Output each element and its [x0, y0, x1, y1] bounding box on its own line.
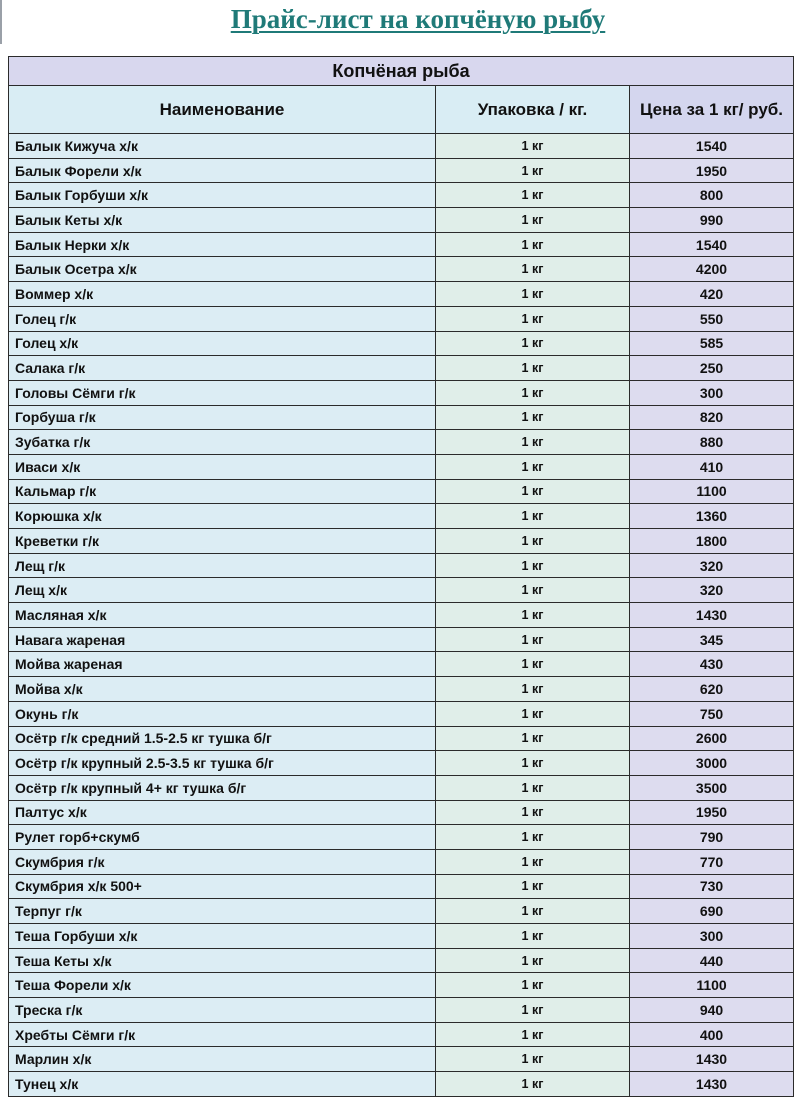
product-name-cell: Горбуша г/к	[9, 405, 436, 430]
package-cell: 1 кг	[436, 800, 630, 825]
price-cell: 4200	[630, 257, 794, 282]
package-cell: 1 кг	[436, 158, 630, 183]
product-name-cell: Хребты Сёмги г/к	[9, 1022, 436, 1047]
section-header-row	[9, 57, 794, 86]
price-cell: 1100	[630, 479, 794, 504]
product-name-cell: Лещ г/к	[9, 553, 436, 578]
price-cell: 400	[630, 1022, 794, 1047]
table-row	[9, 899, 794, 924]
section-title: Копчёная рыба	[9, 57, 794, 86]
column-header-price: Цена за 1 кг/ руб.	[630, 86, 794, 134]
product-name-cell: Тунец х/к	[9, 1072, 436, 1097]
package-cell: 1 кг	[436, 825, 630, 850]
product-name-cell: Навага жареная	[9, 627, 436, 652]
price-cell: 1100	[630, 973, 794, 998]
table-row	[9, 578, 794, 603]
package-cell: 1 кг	[436, 849, 630, 874]
table-row	[9, 208, 794, 233]
table-row	[9, 257, 794, 282]
price-cell: 1430	[630, 603, 794, 628]
price-cell: 800	[630, 183, 794, 208]
package-cell: 1 кг	[436, 405, 630, 430]
product-name-cell: Голец г/к	[9, 306, 436, 331]
package-cell: 1 кг	[436, 430, 630, 455]
table-row	[9, 973, 794, 998]
package-cell: 1 кг	[436, 282, 630, 307]
table-row	[9, 356, 794, 381]
package-cell: 1 кг	[436, 232, 630, 257]
table-row	[9, 1047, 794, 1072]
package-cell: 1 кг	[436, 603, 630, 628]
package-cell: 1 кг	[436, 775, 630, 800]
package-cell: 1 кг	[436, 726, 630, 751]
product-name-cell: Мойва жареная	[9, 652, 436, 677]
table-row	[9, 1022, 794, 1047]
package-cell: 1 кг	[436, 134, 630, 159]
price-cell: 1360	[630, 504, 794, 529]
price-cell: 300	[630, 380, 794, 405]
price-cell: 410	[630, 454, 794, 479]
price-cell: 880	[630, 430, 794, 455]
table-row	[9, 331, 794, 356]
package-cell: 1 кг	[436, 257, 630, 282]
package-cell: 1 кг	[436, 751, 630, 776]
product-name-cell: Балык Горбуши х/к	[9, 183, 436, 208]
package-cell: 1 кг	[436, 874, 630, 899]
table-row	[9, 405, 794, 430]
price-cell: 3000	[630, 751, 794, 776]
table-row	[9, 800, 794, 825]
price-table	[8, 56, 794, 1097]
price-cell: 790	[630, 825, 794, 850]
product-name-cell: Балык Осетра х/к	[9, 257, 436, 282]
package-cell: 1 кг	[436, 306, 630, 331]
table-row	[9, 924, 794, 949]
product-name-cell: Лещ х/к	[9, 578, 436, 603]
table-row	[9, 134, 794, 159]
price-cell: 550	[630, 306, 794, 331]
product-name-cell: Балык Нерки х/к	[9, 232, 436, 257]
product-name-cell: Теша Форели х/к	[9, 973, 436, 998]
package-cell: 1 кг	[436, 1022, 630, 1047]
table-row	[9, 825, 794, 850]
table-row	[9, 701, 794, 726]
price-cell: 345	[630, 627, 794, 652]
table-row	[9, 627, 794, 652]
price-cell: 820	[630, 405, 794, 430]
column-header-pack: Упаковка / кг.	[436, 86, 630, 134]
price-table-body	[9, 134, 794, 1097]
package-cell: 1 кг	[436, 479, 630, 504]
product-name-cell: Теша Кеты х/к	[9, 948, 436, 973]
package-cell: 1 кг	[436, 380, 630, 405]
table-row	[9, 529, 794, 554]
price-cell: 730	[630, 874, 794, 899]
package-cell: 1 кг	[436, 553, 630, 578]
table-row	[9, 751, 794, 776]
package-cell: 1 кг	[436, 973, 630, 998]
table-row	[9, 775, 794, 800]
product-name-cell: Мойва х/к	[9, 677, 436, 702]
product-name-cell: Окунь г/к	[9, 701, 436, 726]
price-cell: 770	[630, 849, 794, 874]
table-row	[9, 849, 794, 874]
product-name-cell: Креветки г/к	[9, 529, 436, 554]
package-cell: 1 кг	[436, 183, 630, 208]
product-name-cell: Балык Форели х/к	[9, 158, 436, 183]
package-cell: 1 кг	[436, 454, 630, 479]
product-name-cell: Кальмар г/к	[9, 479, 436, 504]
package-cell: 1 кг	[436, 677, 630, 702]
product-name-cell: Масляная х/к	[9, 603, 436, 628]
product-name-cell: Головы Сёмги г/к	[9, 380, 436, 405]
table-row	[9, 603, 794, 628]
table-row	[9, 677, 794, 702]
price-cell: 3500	[630, 775, 794, 800]
table-row	[9, 454, 794, 479]
price-cell: 320	[630, 578, 794, 603]
price-cell: 940	[630, 998, 794, 1023]
table-row	[9, 380, 794, 405]
table-row	[9, 948, 794, 973]
package-cell: 1 кг	[436, 208, 630, 233]
table-row	[9, 306, 794, 331]
price-cell: 1540	[630, 134, 794, 159]
price-cell: 420	[630, 282, 794, 307]
price-cell: 1950	[630, 800, 794, 825]
product-name-cell: Голец х/к	[9, 331, 436, 356]
price-cell: 1950	[630, 158, 794, 183]
price-cell: 250	[630, 356, 794, 381]
table-row	[9, 430, 794, 455]
table-row	[9, 553, 794, 578]
product-name-cell: Осётр г/к крупный 4+ кг тушка б/г	[9, 775, 436, 800]
product-name-cell: Палтус х/к	[9, 800, 436, 825]
product-name-cell: Зубатка г/к	[9, 430, 436, 455]
price-cell: 1540	[630, 232, 794, 257]
product-name-cell: Скумбрия х/к 500+	[9, 874, 436, 899]
product-name-cell: Иваси х/к	[9, 454, 436, 479]
package-cell: 1 кг	[436, 701, 630, 726]
product-name-cell: Терпуг г/к	[9, 899, 436, 924]
package-cell: 1 кг	[436, 899, 630, 924]
product-name-cell: Теша Горбуши х/к	[9, 924, 436, 949]
package-cell: 1 кг	[436, 1047, 630, 1072]
price-cell: 430	[630, 652, 794, 677]
product-name-cell: Корюшка х/к	[9, 504, 436, 529]
product-name-cell: Осётр г/к средний 1.5-2.5 кг тушка б/г	[9, 726, 436, 751]
package-cell: 1 кг	[436, 998, 630, 1023]
price-cell: 440	[630, 948, 794, 973]
price-cell: 1800	[630, 529, 794, 554]
package-cell: 1 кг	[436, 1072, 630, 1097]
table-row	[9, 158, 794, 183]
package-cell: 1 кг	[436, 356, 630, 381]
price-cell: 690	[630, 899, 794, 924]
price-cell: 990	[630, 208, 794, 233]
table-row	[9, 1072, 794, 1097]
price-cell: 620	[630, 677, 794, 702]
package-cell: 1 кг	[436, 924, 630, 949]
table-row	[9, 874, 794, 899]
table-row	[9, 652, 794, 677]
product-name-cell: Рулет горб+скумб	[9, 825, 436, 850]
table-row	[9, 232, 794, 257]
product-name-cell: Балык Кеты х/к	[9, 208, 436, 233]
price-cell: 300	[630, 924, 794, 949]
page-title: Прайс-лист на копчёную рыбу	[230, 4, 606, 34]
package-cell: 1 кг	[436, 529, 630, 554]
column-header-row	[9, 86, 794, 134]
table-row	[9, 282, 794, 307]
product-name-cell: Салака г/к	[9, 356, 436, 381]
package-cell: 1 кг	[436, 504, 630, 529]
package-cell: 1 кг	[436, 578, 630, 603]
table-row	[9, 479, 794, 504]
price-cell: 320	[630, 553, 794, 578]
product-name-cell: Осётр г/к крупный 2.5-3.5 кг тушка б/г	[9, 751, 436, 776]
price-cell: 1430	[630, 1072, 794, 1097]
price-cell: 2600	[630, 726, 794, 751]
table-row	[9, 998, 794, 1023]
package-cell: 1 кг	[436, 652, 630, 677]
product-name-cell: Треска г/к	[9, 998, 436, 1023]
table-row	[9, 504, 794, 529]
product-name-cell: Воммер х/к	[9, 282, 436, 307]
price-cell: 585	[630, 331, 794, 356]
package-cell: 1 кг	[436, 627, 630, 652]
package-cell: 1 кг	[436, 331, 630, 356]
table-row	[9, 183, 794, 208]
price-cell: 1430	[630, 1047, 794, 1072]
product-name-cell: Скумбрия г/к	[9, 849, 436, 874]
column-header-name: Наименование	[9, 86, 436, 134]
table-row	[9, 726, 794, 751]
product-name-cell: Марлин х/к	[9, 1047, 436, 1072]
price-cell: 750	[630, 701, 794, 726]
product-name-cell: Балык Кижуча х/к	[9, 134, 436, 159]
package-cell: 1 кг	[436, 948, 630, 973]
